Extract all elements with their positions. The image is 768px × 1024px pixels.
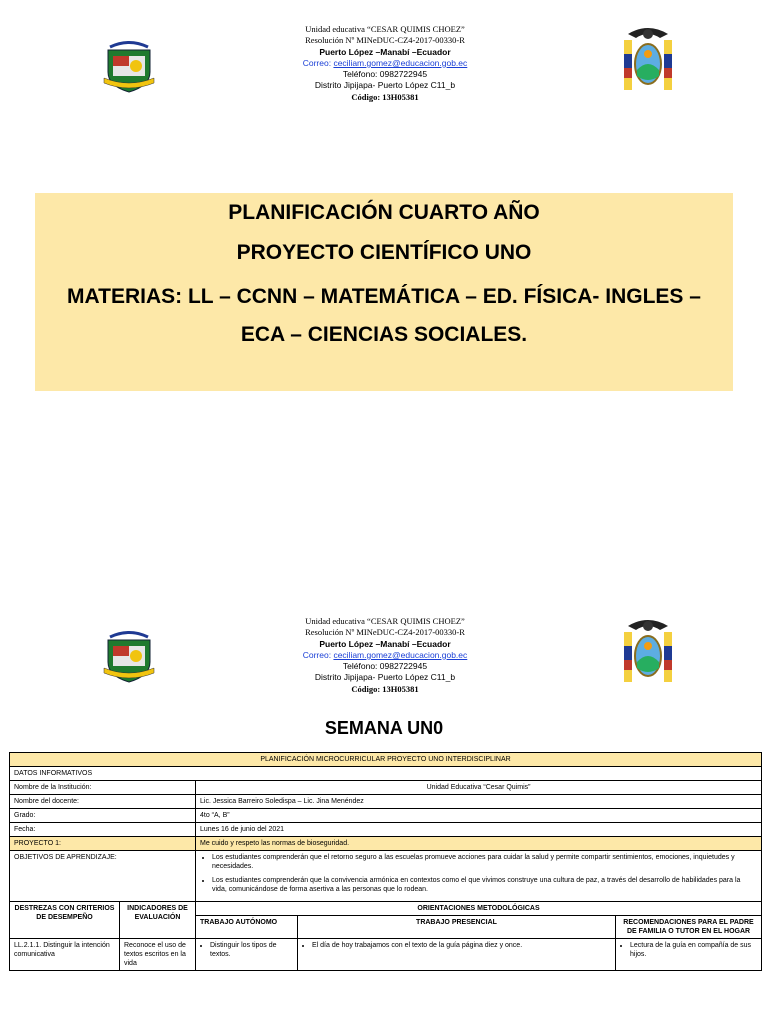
planning-table: [9, 752, 762, 971]
school-logo: [100, 38, 158, 96]
col-autonomous: TRABAJO AUTÓNOMO: [196, 916, 298, 939]
row-indicator: Reconoce el uso de textos escritos en la vida: [120, 939, 196, 971]
letterhead: [230, 24, 540, 103]
school-logo-2: [100, 628, 158, 686]
email-link[interactable]: ceciliam.gomez@educacion.gob.ec: [333, 649, 468, 660]
date-value: Lunes 16 de junio del 2021: [196, 823, 762, 837]
objective-item: • Los estudiantes comprenderán que la convivencia armónica en contextos como el que vivimos construye una cultura de paz, a través del desarrollo de habilidades para la vida, comunicándose de forma asertiva a las personas que lo rodean.: [212, 876, 757, 894]
phone: Teléfono: 0982722945: [342, 661, 428, 672]
banner-line-3: MATERIAS: LL – CCNN – MATEMÁTICA – ED. FÍSICA- INGLES –: [67, 285, 701, 308]
col-recommend: RECOMENDACIONES PARA EL PADRE DE FAMILIA O TUTOR EN EL HOGAR: [616, 916, 762, 939]
row-autonomous-cell: [196, 939, 298, 971]
row-recommend-cell: [616, 939, 762, 971]
coat-of-arms-icon: [620, 24, 676, 98]
week-title: SEMANA UN0: [324, 718, 444, 738]
code: Código: 13H05381: [351, 91, 419, 102]
email-line: [230, 650, 540, 661]
row-skill: LL.2.1.1. Distinguir la intención comunicativa: [10, 939, 120, 971]
location: Puerto López –Manabí –Ecuador: [319, 46, 451, 57]
banner-line-2: PROYECTO CIENTÍFICO UNO: [236, 241, 532, 264]
col-presential: TRABAJO PRESENCIAL: [298, 916, 616, 939]
row-autonomous: • Distinguir los tipos de textos.: [210, 941, 293, 959]
col-indicators: INDICADORES DE EVALUACIÓN: [120, 902, 196, 939]
email-label: Correo:: [302, 57, 332, 68]
banner-line-4: ECA – CIENCIAS SOCIALES.: [240, 323, 528, 346]
date-label: Fecha:: [10, 823, 196, 837]
resolution: Resolución Nº MINeDUC-CZ4-2017-00330-R: [305, 35, 465, 46]
code: Código: 13H05381: [351, 683, 419, 694]
objectives-cell: [196, 851, 762, 902]
grade-value: 4to “A, B”: [196, 809, 762, 823]
project-value: Me cuido y respeto las normas de bioseguridad.: [196, 837, 762, 851]
phone: Teléfono: 0982722945: [342, 69, 428, 80]
email-label: Correo:: [302, 649, 332, 660]
district: Distrito Jipijapa- Puerto López C11_b: [314, 672, 456, 683]
row-presential: • El día de hoy trabajamos con el texto de la guía página diez y once.: [312, 941, 611, 950]
coat-of-arms-icon-2: [620, 616, 676, 690]
info-header: DATOS INFORMATIVOS: [10, 767, 762, 781]
resolution: Resolución Nº MINeDUC-CZ4-2017-00330-R: [305, 627, 465, 638]
grade-label: Grado:: [10, 809, 196, 823]
table-title: PLANIFICACIÓN MICROCURRICULAR PROYECTO UNO INTERDISCIPLINAR: [10, 753, 762, 767]
row-recommend: • Lectura de la guía en compañía de sus hijos.: [630, 941, 757, 959]
col-skills: DESTREZAS CON CRITERIOS DE DESEMPEÑO: [10, 902, 120, 939]
location: Puerto López –Manabí –Ecuador: [319, 638, 451, 649]
email-line: [230, 58, 540, 69]
institution-value: Unidad Educativa “Cesar Quimis”: [196, 781, 762, 795]
title-banner: [35, 193, 733, 391]
row-presential-cell: [298, 939, 616, 971]
teacher-value: Lic. Jessica Barreiro Soledispa – Lic. Jina Menéndez: [196, 795, 762, 809]
col-guidelines: ORIENTACIONES METODOLÓGICAS: [196, 902, 762, 916]
institution-label: Nombre de la Institución:: [10, 781, 196, 795]
project-label: PROYECTO 1:: [10, 837, 196, 851]
district: Distrito Jipijapa- Puerto López C11_b: [314, 80, 456, 91]
objective-item: • Los estudiantes comprenderán que el retorno seguro a las escuelas promueve acciones para cuidar la salud y permite compartir sentimientos, emociones, inquietudes y necesidades.: [212, 853, 757, 871]
banner-line-1: PLANIFICACIÓN CUARTO AÑO: [228, 201, 540, 224]
letterhead-2: [230, 616, 540, 695]
school-name: Unidad educativa “CESAR QUIMIS CHOEZ”: [305, 616, 465, 626]
objectives-label: OBJETIVOS DE APRENDIZAJE:: [10, 851, 196, 902]
school-name: Unidad educativa “CESAR QUIMIS CHOEZ”: [305, 24, 465, 34]
teacher-label: Nombre del docente:: [10, 795, 196, 809]
email-link[interactable]: ceciliam.gomez@educacion.gob.ec: [333, 57, 468, 68]
